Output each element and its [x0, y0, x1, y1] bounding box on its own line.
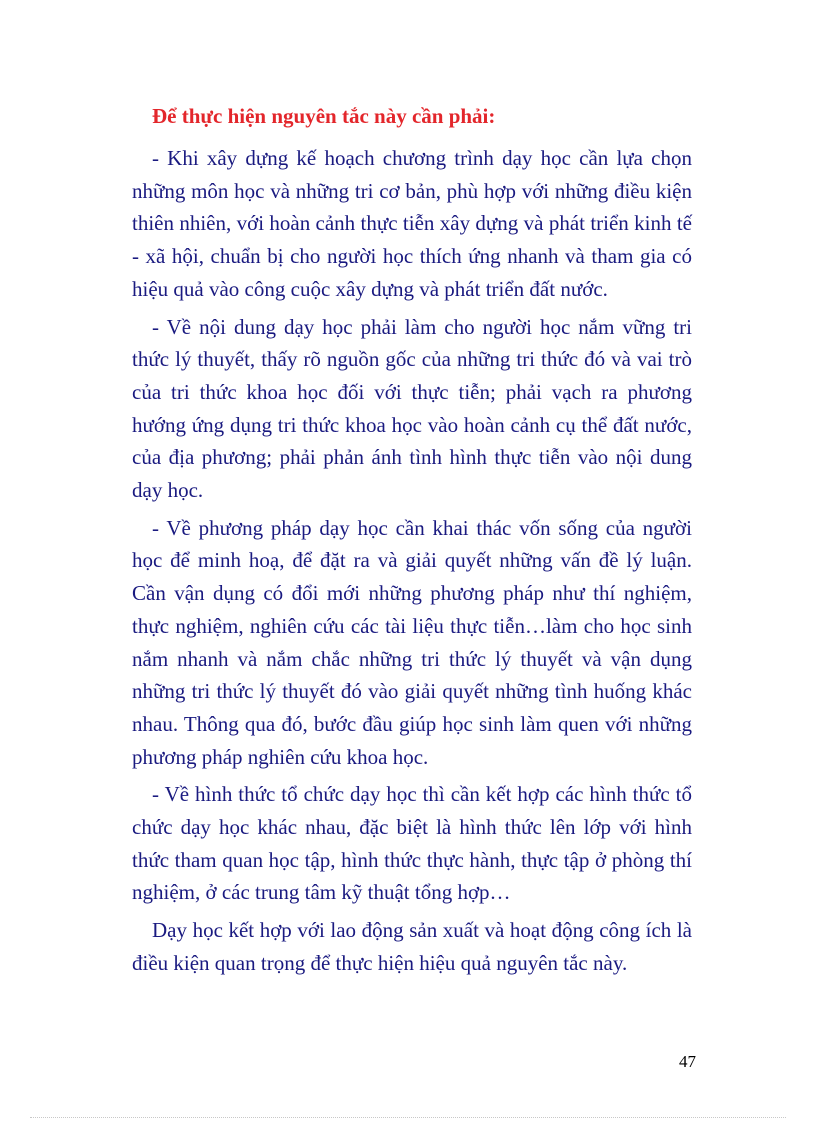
paragraph-content: - Về nội dung dạy học phải làm cho người học nắm vững tri thức lý thuyết, thấy rõ nguồn gốc của những tri thức đó và vai trò của tri thức khoa học đối với thực tiễn; phải vạch ra phương hướng ứng dụng tri thức khoa học vào hoàn cảnh cụ thể đất nước, của địa phương; phải phản ánh tình hình thực tiễn vào nội dung dạy học. — [132, 314, 692, 503]
page-number: 47 — [679, 1052, 696, 1071]
paragraph-curriculum: - Khi xây dựng kế hoạch chương trình dạy học cần lựa chọn những môn học và những tri cơ bản, phù hợp với những điều kiện thiên nhiên, với hoàn cảnh thực tiễn xây dựng và phát triển kinh tế - xã hội, chuẩn bị cho người học thích ứng nhanh và tham gia có hiệu quả vào công cuộc xây dựng và phát triển đất nước. — [132, 146, 692, 301]
section-heading: Để thực hiện nguyên tắc này cần phải: — [152, 104, 496, 128]
page-content — [132, 100, 692, 980]
paragraph-methods: - Về phương pháp dạy học cần khai thác vốn sống của người học để minh hoạ, để đặt ra và giải quyết những vấn đề lý luận. Cần vận dụng có đổi mới những phương pháp như thí nghiệm, thực nghiệm, nghiên cứu các tài liệu thực tiễn…làm cho học sinh nắm nhanh và nắm chắc những tri thức lý thuyết và vận dụng những tri thức lý thuyết đó vào giải quyết những tình huống khác nhau. Thông qua đó, bước đầu giúp học sinh làm quen với những phương pháp nghiên cứu khoa học. — [132, 515, 692, 769]
footer-divider — [30, 1117, 786, 1118]
paragraph-closing: Dạy học kết hợp với lao động sản xuất và hoạt động công ích là điều kiện quan trọng để thực hiện hiệu quả nguyên tắc này. — [132, 918, 692, 975]
paragraph-organization: - Về hình thức tổ chức dạy học thì cần kết hợp các hình thức tổ chức dạy học khác nhau, đặc biệt là hình thức lên lớp với hình thức tham quan học tập, hình thức thực hành, thực tập ở phòng thí nghiệm, ở các trung tâm kỹ thuật tổng hợp… — [132, 782, 692, 905]
